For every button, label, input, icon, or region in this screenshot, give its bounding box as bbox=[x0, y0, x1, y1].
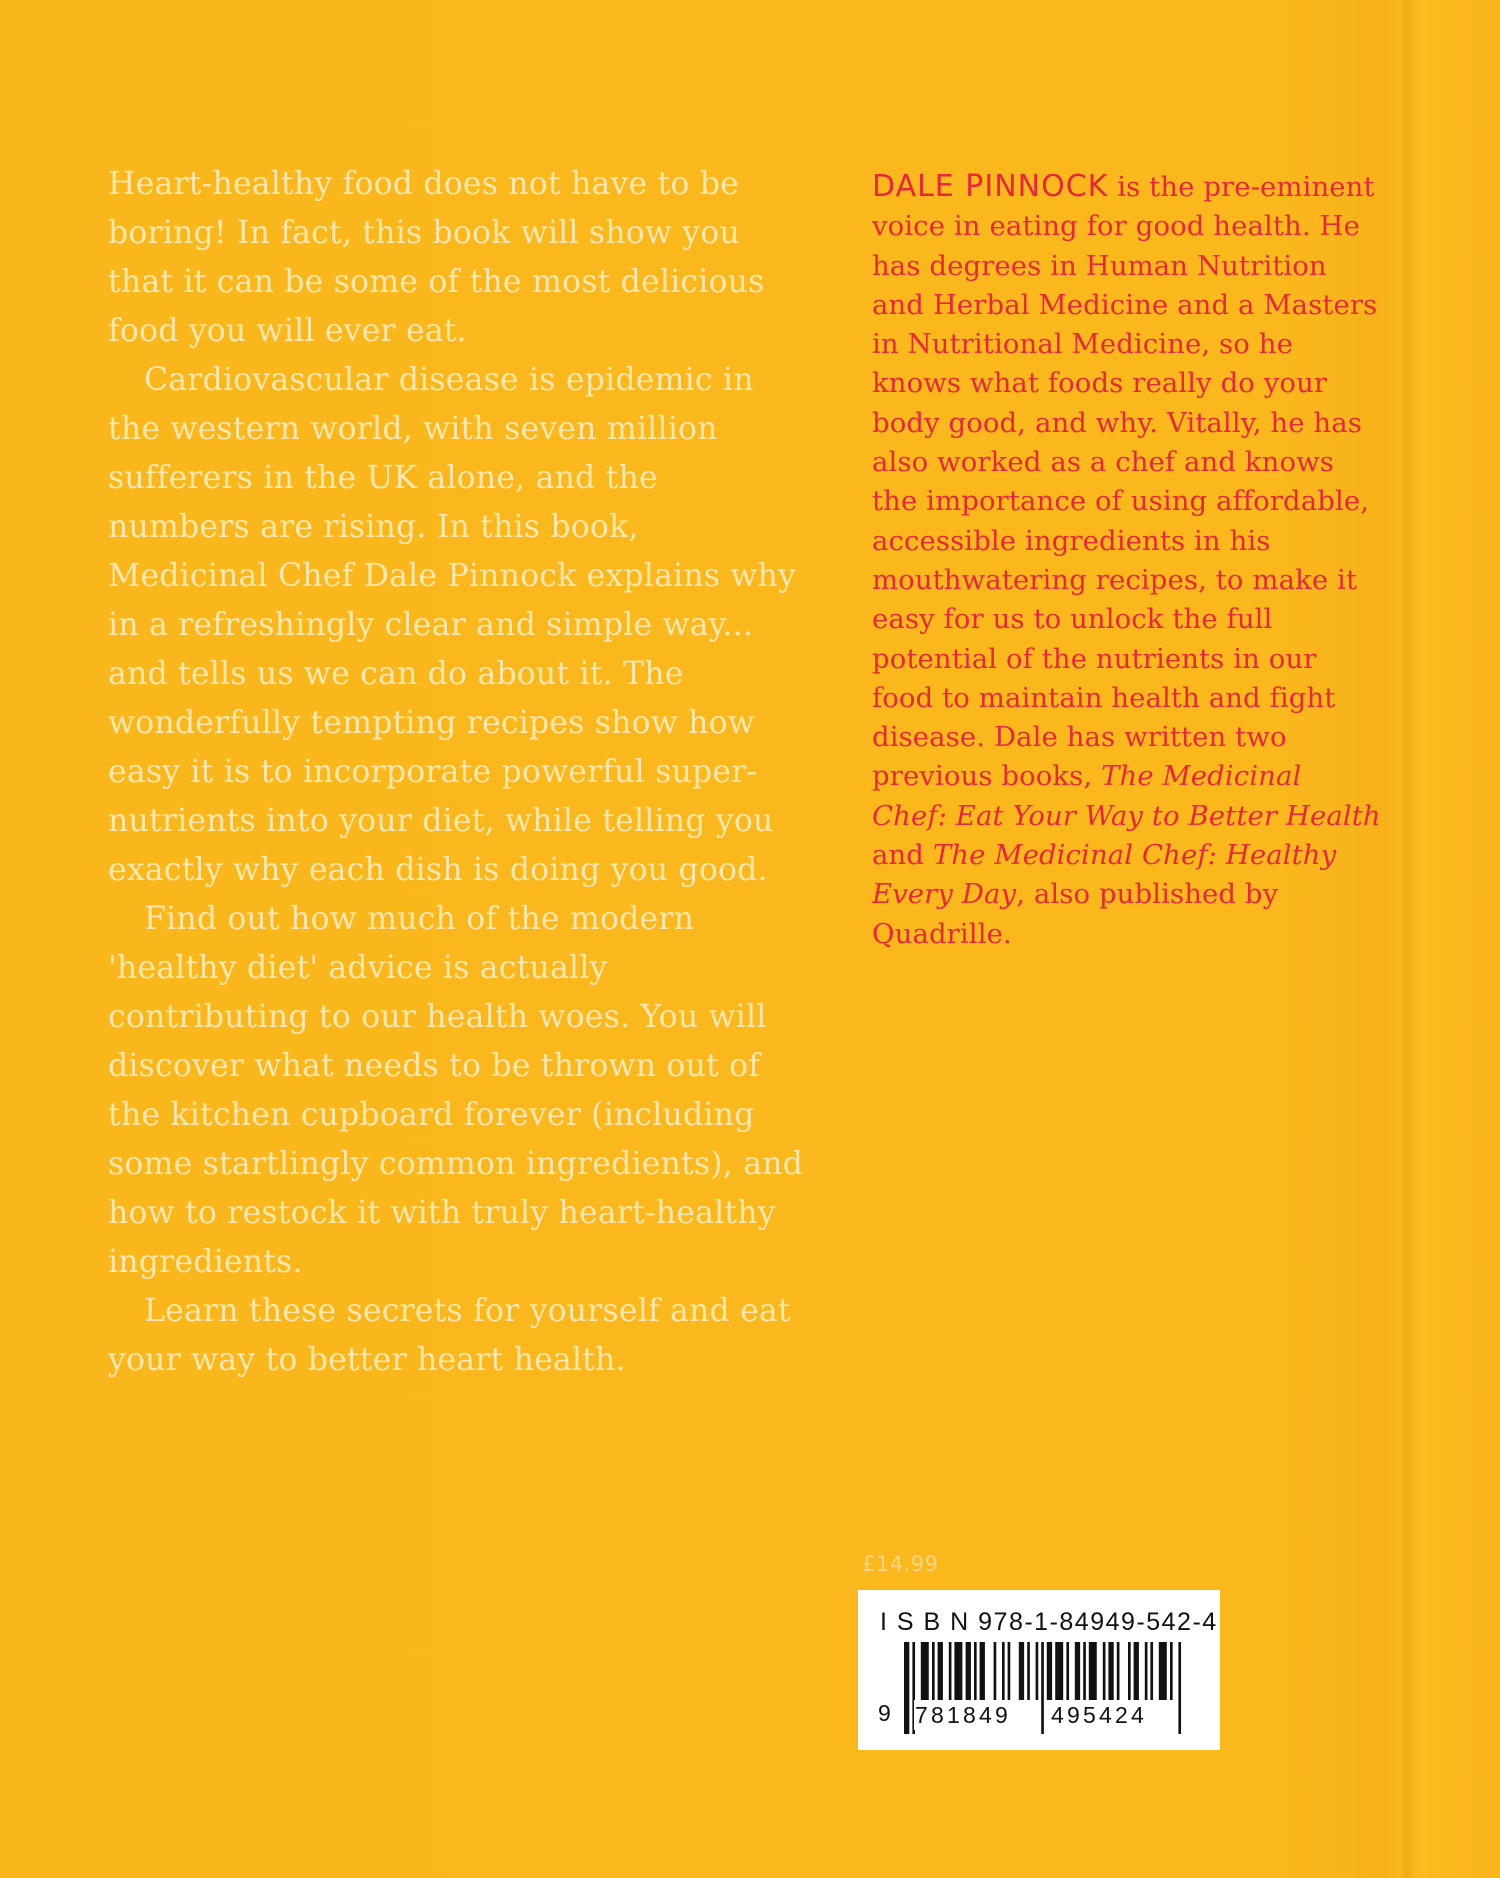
isbn-number: I S B N 978-1-84949-542-4 bbox=[880, 1608, 1218, 1636]
barcode-bar bbox=[1027, 1642, 1030, 1700]
book-title-1: The Medicinal Chef: Eat Your Way to Better Health bbox=[872, 760, 1381, 832]
barcode-bar bbox=[1178, 1642, 1181, 1734]
barcode-bar bbox=[1117, 1642, 1120, 1700]
barcode-bar bbox=[1075, 1642, 1080, 1700]
barcode-bar bbox=[904, 1642, 909, 1734]
barcode-bar bbox=[1150, 1642, 1153, 1700]
barcode-bar bbox=[1103, 1642, 1106, 1700]
barcode-panel bbox=[858, 1590, 1220, 1750]
barcode-bar bbox=[1083, 1642, 1086, 1700]
ean-lead-digit: 9 bbox=[878, 1700, 891, 1726]
barcode-bar bbox=[1055, 1642, 1063, 1700]
spine-edge bbox=[1400, 0, 1414, 1878]
barcode-bar bbox=[1036, 1642, 1039, 1700]
bio-text-2: and bbox=[872, 839, 933, 872]
price-label: £14.99 bbox=[862, 1552, 939, 1576]
barcode-bar bbox=[954, 1642, 962, 1700]
blurb-paragraph-2: Cardiovascular disease is epidemic in the western world, with seven million sufferers in the UK alone, and the numbers are rising. In this book, Medicinal Chef Dale Pinnock explains why in a refreshingly clear and simple way... and tells us we can do about it. The wonderfully tempting recipes show how easy it is to incorporate powerful super-nutrients into your diet, while telling you exactly why each dish is doing you good. bbox=[108, 362, 797, 888]
barcode-bar bbox=[1008, 1642, 1011, 1700]
author-name: DALE PINNOCK bbox=[872, 169, 1109, 204]
author-bio bbox=[872, 167, 1382, 954]
barcode-bar bbox=[1066, 1642, 1069, 1700]
barcode-bar bbox=[1128, 1642, 1131, 1700]
blurb-paragraph-4: Learn these secrets for yourself and eat your way to better heart health. bbox=[108, 1293, 791, 1378]
barcode-bar bbox=[938, 1642, 943, 1700]
book-title-2: The Medicinal Chef: Healthy Every Day bbox=[872, 839, 1337, 911]
bio-text-1: is the pre-eminent voice in eating for good health. He has degrees in Human Nutrition and Herbal Medicine and a Masters in Nutritional Medicine, so he knows what foods really do your body good, and why. Vitally, he has also worked as a chef and knows the importance of using affordable, accessible ingredients in his mouthwatering recipes, to make it easy for us to unlock the full potential of the nutrients in our food to maintain health and fight disease. Dale has written two previous books, bbox=[872, 171, 1378, 793]
barcode-bar bbox=[1145, 1642, 1148, 1700]
blurb-column bbox=[108, 160, 808, 1385]
barcode-bar bbox=[1108, 1642, 1113, 1700]
barcode-bar bbox=[1159, 1642, 1167, 1700]
barcode-bar bbox=[1002, 1642, 1005, 1700]
barcode-bar bbox=[921, 1642, 929, 1700]
ean-right-digits: 495424 bbox=[1051, 1702, 1147, 1728]
barcode-bar bbox=[1047, 1642, 1052, 1700]
barcode-bar bbox=[1089, 1642, 1097, 1700]
barcode-bar bbox=[932, 1642, 935, 1700]
bio-text-3: , also published by Quadrille. bbox=[872, 878, 1279, 950]
barcode-bar bbox=[1019, 1642, 1024, 1700]
barcode-bar bbox=[1041, 1642, 1044, 1734]
barcode-bar bbox=[980, 1642, 985, 1700]
blurb-paragraph-1: Heart-healthy food does not have to be boring! In fact, this book will show you that it can be some of the most delicious food you will ever eat. bbox=[108, 166, 765, 349]
barcode-bar bbox=[1134, 1642, 1139, 1700]
barcode-bar bbox=[949, 1642, 952, 1700]
ean-left-digits: 781849 bbox=[915, 1702, 1011, 1728]
barcode-bar bbox=[1170, 1642, 1173, 1700]
barcode-bar bbox=[974, 1642, 977, 1700]
blurb-paragraph-3: Find out how much of the modern 'healthy diet' advice is actually contributing to our health woes. You will discover what needs to be thrown out of the kitchen cupboard forever (including some startlingly common ingredients), and how to restock it with truly heart-healthy ingredients. bbox=[108, 901, 804, 1280]
barcode-bar bbox=[966, 1642, 971, 1700]
barcode-bar bbox=[994, 1642, 997, 1700]
